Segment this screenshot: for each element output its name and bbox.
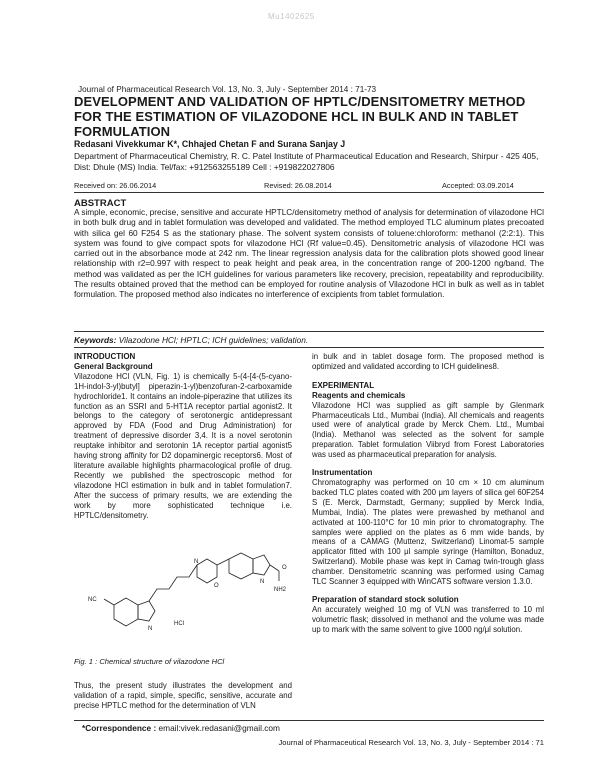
- left-column: [74, 352, 292, 520]
- instrumentation-heading: Instrumentation: [312, 468, 373, 478]
- journal-citation: Journal of Pharmaceutical Research Vol. 13, No. 3, July - September 2014 : 71-73: [78, 85, 377, 94]
- article-title: DEVELOPMENT AND VALIDATION OF HPTLC/DENSITOMETRY METHOD FOR THE ESTIMATION OF VILAZODONE HCL IN BULK AND IN TABLET FORMULATION: [74, 94, 526, 139]
- divider: [74, 347, 544, 348]
- abstract-text: A simple, economic, precise, sensitive and accurate HPTLC/densitometry method of analysis for determination of vilazodone HCl in both bulk drug and in tablet formulation was developed and validated. The method employed TLC aluminum plates precoated with silica gel 60 F254 S as the stationary phase. The solvent system consists of toluene:chloroform: methanol (2:2:1). This system was found to give compact spots for vilazodone HCl (Rf value=0.45). Densitometric analysis of vilazodone HCl was carried out in the absorbance mode at 242 nm. The linear regression analysis data for the calibration plots showed good linear relationship with r2=0.997 with respect to peak height and peak area, in the concentration range of 200-1200 ng/band. The method was validated as per the ICH guidelines for various parameters like recovery, precision, repeatability and reproducibility. The results obtained proved that the method can be employed for routine analysis of Vilazodone HCl in bulk as well as in tablet formulation. The proposed method also indicates no interference of excipients from tablet formulation.: [74, 208, 545, 300]
- keywords-label: Keywords:: [74, 335, 117, 345]
- stock-solution-heading: Preparation of standard stock solution: [312, 594, 459, 604]
- section-heading: INTRODUCTION: [74, 352, 136, 361]
- label-nc: NC: [88, 597, 97, 603]
- chemical-structure-figure: [74, 545, 292, 642]
- continued-paragraph: in bulk and in tablet dosage form. The proposed method is optimized and validated according to ICH guidelines8.: [312, 352, 544, 371]
- label-pip-n2: O: [214, 583, 219, 589]
- reagents-heading: Reagents and chemicals: [312, 390, 406, 400]
- intro-paragraph: Vilazodone HCl (VLN, Fig. 1) is chemically 5-(4-[4-(5-cyano-1H-indol-3-yl)butyl] piperazin-1-yl)benzofuran-2-carboxamide hydrochloride1. It contains an indole-piperazine that utilizes its function as an SSRI and 5-HT1A receptor partial agonist2. It belongs to the category of serotonergic antidepressant approved by FDA (Food and Drug Administration) for treatment of depressive disorder 3,4. It is a novel serotonin reuptake inhibitor and serotonin 1A receptor partial agonist5 having strong affinity for D2 dopaminergic receptors6. Most of literature available highlights pharmacological profile of drug. Recently we published the spectroscopic method for vilazodone HCl estimation in bulk and in tablet formulation7. After the success of primary results, we are extending the work by more sophisticated technique i.e. HPTLC/densitometry.: [74, 371, 292, 520]
- footer-divider: [74, 720, 544, 721]
- accepted-date: Accepted: 03.09.2014: [442, 181, 514, 190]
- label-furan-o: N: [260, 579, 265, 585]
- abstract-heading: ABSTRACT: [74, 198, 127, 209]
- revised-date: Revised: 26.08.2014: [264, 181, 332, 190]
- page-footer: Journal of Pharmaceutical Research Vol. 13, No. 3, July - September 2014 : 71: [278, 738, 544, 747]
- left-column-bottom: [74, 681, 292, 711]
- correspondence-label: *Correspondence :: [82, 723, 157, 733]
- affiliation: Department of Pharmaceutical Chemistry, R. C. Patel Institute of Pharmaceutical Education and Research, Shirpur - 425 405, Dist: Dhule (MS) India. Tel/fax: +912563255189 Cell : +919822027806: [74, 151, 539, 172]
- reagents-paragraph: Vilazodone HCl was supplied as gift sample by Glenmark Pharmaceuticals Ltd., Mumbai (India). All chemicals and reagents used were of analytical grade by Merck Chem. Ltd., Mumbai (India). Methanol was selected as the solvent for sample preparation. Tablet formulation Viibryd from Forest Laboratories was used as pharmaceutical preparation for analysis.: [312, 400, 544, 460]
- label-amide-o: O: [282, 565, 287, 571]
- keywords-text: Vilazodone HCl; HPTLC; ICH guidelines; validation.: [118, 335, 309, 345]
- instrumentation-paragraph: Chromatography was performed on 10 cm × 10 cm aluminum backed TLC plates coated with 200 μm layers of silica gel 60F254 S (E. Merck, Darmstadt, Germany; supplied by Merck India, Mumbai, India). The plates were prewashed by methanol and activated at 100-110°C for 10 min prior to chromatography. The samples were applied on the plates as 6 mm wide bands, by means of a CAMAG (Muttenz, Switzerland) Linomat-5 sample applicator fitted with 100 μl sample syringe (Hamilton, Bonaduz, Switzerland). Mobile phase was kept in Camag twin-trough glass chamber. Densitometric scanning was performed using Camag TLC Scanner 3 equipped with WinCATS software version 1.3.0.: [312, 477, 544, 587]
- study-paragraph: Thus, the present study illustrates the development and validation of a rapid, simple, specific, sensitive, accurate and precise HPTLC method for the determination of VLN: [74, 681, 292, 710]
- section-heading-experimental: EXPERIMENTAL: [312, 380, 375, 390]
- correspondence-email[interactable]: email:vivek.redasani@gmail.com: [158, 723, 280, 733]
- divider: [74, 331, 544, 332]
- watermark: Mu1402625: [268, 12, 315, 21]
- authors: Redasani Vivekkumar K*, Chhajed Chetan F and Surana Sanjay J: [74, 139, 346, 149]
- subsection-heading: General Background: [74, 361, 153, 371]
- label-hcl: HCl: [174, 621, 184, 627]
- label-pip-n1: N: [194, 559, 199, 565]
- label-indole-n: N: [148, 626, 153, 632]
- received-date: Received on: 26.06.2014: [74, 181, 157, 190]
- divider: [74, 192, 544, 193]
- keywords: [74, 335, 544, 345]
- stock-solution-paragraph: An accurately weighed 10 mg of VLN was transferred to 10 ml volumetric flask; dissolved in methanol and the volume was made up to mark with the same solvent to give 1000 ng/μl solution.: [312, 604, 544, 634]
- label-nh2: NH2: [274, 587, 287, 593]
- correspondence: [82, 723, 280, 733]
- figure-caption: Fig. 1 : Chemical structure of vilazodone HCl: [74, 657, 225, 666]
- right-column: [312, 352, 544, 635]
